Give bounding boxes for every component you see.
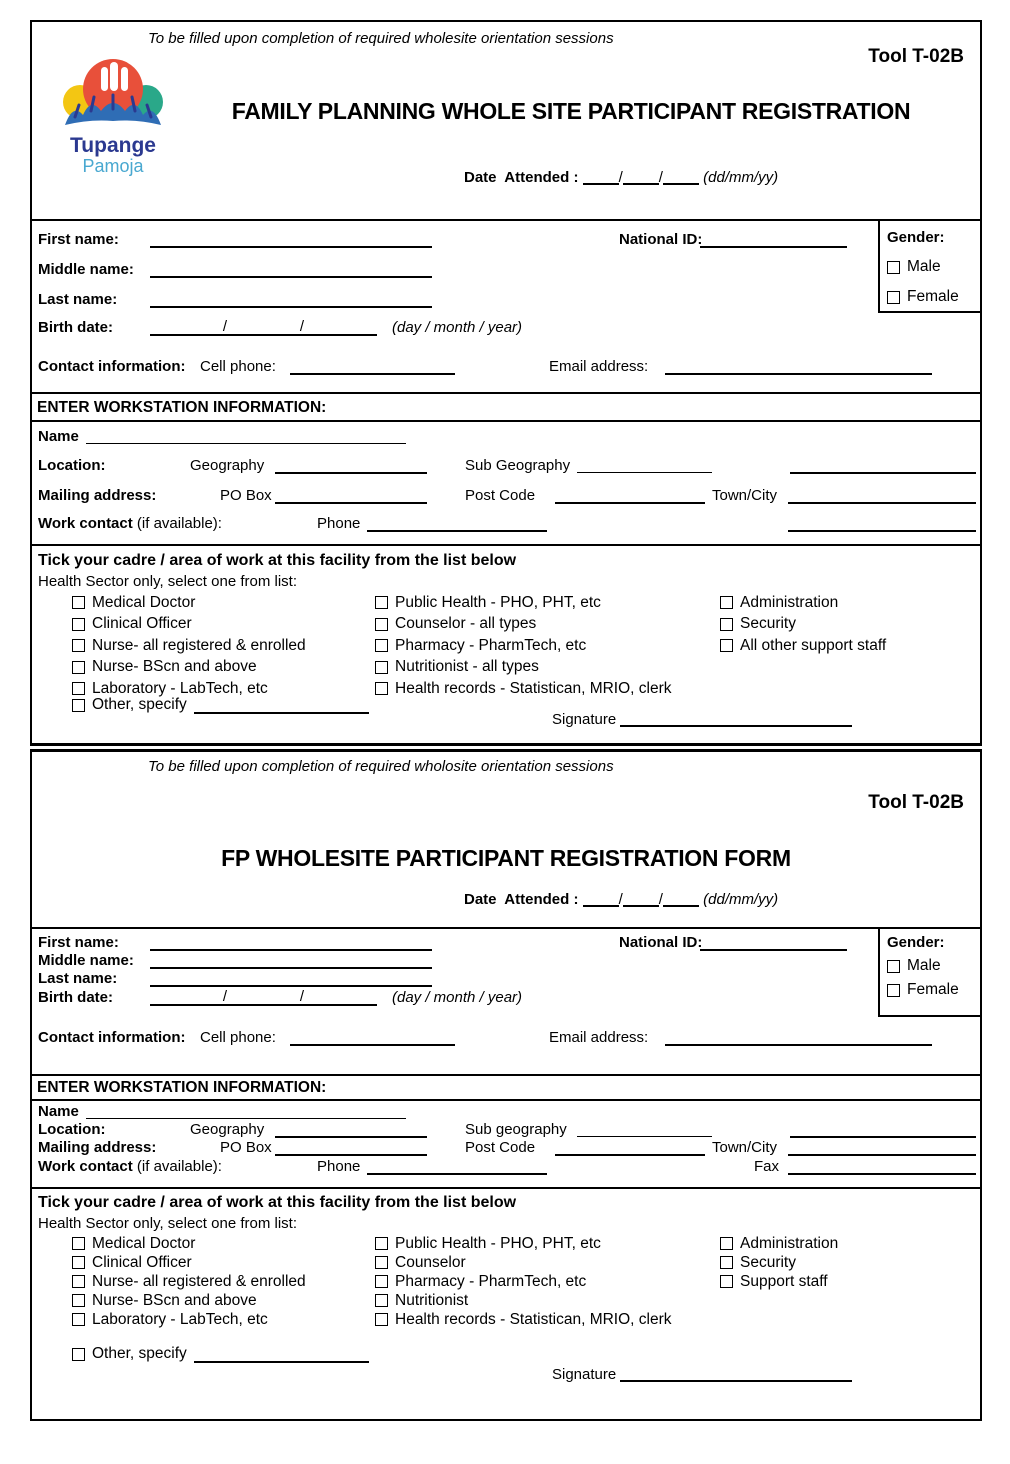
- last-name-label: Last name:: [38, 970, 118, 987]
- date-attended-label: Date Attended :: [464, 891, 579, 908]
- gender-label: Gender:: [887, 934, 945, 951]
- geography-line[interactable]: [275, 1121, 427, 1138]
- first-name-label: First name:: [38, 231, 119, 248]
- gender-female-option: [887, 981, 959, 999]
- phone-label: Phone: [317, 515, 361, 532]
- cadre-option: [375, 1310, 672, 1329]
- birth-date-label: Birth date:: [38, 319, 113, 336]
- form1-title: FAMILY PLANNING WHOLE SITE PARTICIPANT REGISTRATION: [231, 98, 911, 124]
- laboratory-checkbox[interactable]: [72, 1313, 85, 1326]
- email-label: Email address:: [549, 1029, 649, 1046]
- sub-geography-label: Sub Geography: [465, 457, 571, 474]
- public-health-checkbox[interactable]: [375, 1237, 388, 1250]
- form1-date-attended-row: [464, 168, 778, 186]
- form1-gender-box: [878, 221, 980, 313]
- ws-name-label: Name: [38, 1103, 79, 1120]
- option-label: Nurse- BScn and above: [92, 658, 257, 676]
- cadre-option: [720, 1234, 838, 1253]
- tupange-pamoja-logo: [48, 55, 178, 176]
- slash: /: [618, 169, 623, 186]
- male-label: Male: [907, 258, 941, 275]
- cadre-title: Tick your cadre / area of work at this facility from the list below: [38, 552, 517, 569]
- cadre-other-option: [72, 1345, 369, 1363]
- support-staff-checkbox[interactable]: [720, 1275, 733, 1288]
- form2-title: FP WHOLESITE PARTICIPANT REGISTRATION FORM: [221, 845, 791, 871]
- middle-name-line[interactable]: [150, 952, 432, 969]
- cadre-option: [72, 592, 306, 614]
- date-attended-label: Date Attended :: [464, 169, 579, 186]
- cadre-option: [72, 614, 306, 636]
- cadre-option: [375, 678, 672, 700]
- sub-geography-line[interactable]: [577, 457, 712, 473]
- national-id-line[interactable]: [700, 934, 847, 951]
- signature-row: [552, 710, 852, 728]
- option-label: Nurse- all registered & enrolled: [92, 1272, 306, 1290]
- cadre-option: [720, 592, 886, 614]
- gender-label: Gender:: [887, 229, 945, 246]
- option-label: Health records - Statistican, MRIO, clerk: [395, 1310, 672, 1328]
- fax-line[interactable]: [788, 1158, 976, 1175]
- ws-name-label: Name: [38, 428, 79, 445]
- cadre-option: [720, 1253, 838, 1272]
- cell-phone-line[interactable]: [290, 1029, 455, 1046]
- cadre-column-3: [720, 1234, 838, 1291]
- cell-phone-label: Cell phone:: [200, 358, 276, 375]
- nurse-registered-checkbox[interactable]: [72, 639, 85, 652]
- female-label: Female: [907, 981, 959, 998]
- counselor-checkbox[interactable]: [375, 1256, 388, 1269]
- male-label: Male: [907, 957, 941, 974]
- form2-personal-section: [32, 927, 980, 1074]
- phone-label: Phone: [317, 1158, 361, 1175]
- option-label: Support staff: [740, 1272, 828, 1290]
- cadre-column-2: [375, 592, 672, 700]
- work-contact-bold: Work contact: [38, 1158, 133, 1175]
- slash: /: [222, 318, 228, 335]
- date-day-line[interactable]: [583, 168, 619, 185]
- first-name-label: First name:: [38, 934, 119, 951]
- geography-label: Geography: [190, 457, 265, 474]
- workstation-header: ENTER WORKSTATION INFORMATION:: [32, 394, 980, 422]
- national-id-line[interactable]: [700, 231, 847, 248]
- orientation-note: To be filled upon completion of required wholosite orientation sessions: [148, 758, 614, 775]
- security-checkbox[interactable]: [720, 1256, 733, 1269]
- form2-header-section: [32, 752, 980, 927]
- cadre-column-1: [72, 592, 306, 700]
- national-id-label: National ID:: [619, 231, 703, 248]
- pharmacy-checkbox[interactable]: [375, 639, 388, 652]
- cell-phone-line[interactable]: [290, 358, 455, 375]
- cadre-option: [72, 657, 306, 679]
- form2-workstation-section: [32, 1074, 980, 1187]
- geography-line[interactable]: [275, 457, 427, 474]
- gender-female-option: [887, 288, 959, 306]
- cadre-option: [375, 592, 672, 614]
- administration-checkbox[interactable]: [720, 596, 733, 609]
- last-name-line[interactable]: [150, 970, 432, 987]
- medical-doctor-checkbox[interactable]: [72, 1237, 85, 1250]
- cadre-other-option: [72, 696, 369, 714]
- birth-format-hint: (day / month / year): [392, 989, 523, 1006]
- male-checkbox[interactable]: [887, 261, 900, 274]
- town-city-line[interactable]: [788, 1139, 976, 1156]
- geography-label: Geography: [190, 1121, 265, 1138]
- date-format-hint: (dd/mm/yy): [703, 169, 779, 186]
- mailing-label: Mailing address:: [38, 1139, 157, 1156]
- laboratory-checkbox[interactable]: [72, 682, 85, 695]
- option-label: Security: [740, 1253, 796, 1271]
- slash: /: [658, 169, 663, 186]
- cadre-option: [375, 614, 672, 636]
- cadre-option: [72, 1253, 306, 1272]
- female-checkbox[interactable]: [887, 291, 900, 304]
- signature-label: Signature: [552, 1366, 617, 1383]
- other-specify-line[interactable]: [194, 697, 369, 714]
- option-label: Public Health - PHO, PHT, etc: [395, 593, 601, 611]
- signature-line[interactable]: [620, 1365, 852, 1382]
- cadre-option: [72, 1310, 306, 1329]
- logo-circles-icon: [61, 55, 165, 133]
- form2-cadre-section: [32, 1187, 980, 1412]
- ws-name-line[interactable]: [86, 1103, 406, 1119]
- date-format-hint: (dd/mm/yy): [703, 891, 779, 908]
- middle-name-label: Middle name:: [38, 261, 134, 278]
- national-id-label: National ID:: [619, 934, 703, 951]
- if-available-label: (if available):: [136, 515, 222, 532]
- post-code-label: Post Code: [465, 1139, 536, 1156]
- contact-info-label: Contact information:: [38, 358, 186, 375]
- cadre-option: [375, 1234, 672, 1253]
- post-code-label: Post Code: [465, 487, 536, 504]
- work-contact-extra-line[interactable]: [788, 515, 976, 532]
- sub-geography-line[interactable]: [577, 1121, 712, 1137]
- date-month-line[interactable]: [623, 890, 659, 907]
- email-line[interactable]: [665, 1029, 932, 1046]
- birth-date-line[interactable]: [150, 319, 377, 336]
- option-label: Public Health - PHO, PHT, etc: [395, 1234, 601, 1252]
- option-label: Nutritionist: [395, 1291, 469, 1309]
- first-name-line[interactable]: [150, 934, 432, 951]
- po-box-label: PO Box: [220, 1139, 272, 1156]
- po-box-line[interactable]: [275, 487, 427, 504]
- phone-line[interactable]: [367, 1158, 547, 1175]
- date-year-line[interactable]: [663, 168, 699, 185]
- option-label: Counselor: [395, 1253, 466, 1271]
- medical-doctor-checkbox[interactable]: [72, 596, 85, 609]
- logo-text-tupange: Tupange: [70, 134, 156, 157]
- cadre-option: [375, 1291, 672, 1310]
- birth-date-label: Birth date:: [38, 989, 113, 1006]
- post-code-line[interactable]: [555, 1139, 705, 1156]
- female-label: Female: [907, 288, 959, 305]
- cadre-subtitle: Health Sector only, select one from list:: [38, 573, 297, 590]
- signature-line[interactable]: [620, 710, 852, 727]
- last-name-line[interactable]: [150, 291, 432, 308]
- email-label: Email address:: [549, 358, 649, 375]
- tool-number: Tool T-02B: [868, 46, 964, 67]
- form-2: [30, 749, 982, 1421]
- nutritionist-checkbox[interactable]: [375, 661, 388, 674]
- other-specify-line[interactable]: [194, 1346, 369, 1363]
- administration-checkbox[interactable]: [720, 1237, 733, 1250]
- health-records-checkbox[interactable]: [375, 1313, 388, 1326]
- security-checkbox[interactable]: [720, 618, 733, 631]
- option-label: Nutritionist - all types: [395, 658, 539, 676]
- option-label: All other support staff: [740, 636, 887, 654]
- option-label: Administration: [740, 593, 839, 611]
- cadre-column-1: [72, 1234, 306, 1329]
- cadre-option: [375, 657, 672, 679]
- sub-geography-label: Sub geography: [465, 1121, 567, 1138]
- cadre-title: Tick your cadre / area of work at this facility from the list below: [38, 1194, 517, 1211]
- location-extra-line[interactable]: [790, 457, 976, 474]
- pharmacy-checkbox[interactable]: [375, 1275, 388, 1288]
- middle-name-line[interactable]: [150, 261, 432, 278]
- female-checkbox[interactable]: [887, 984, 900, 997]
- date-month-line[interactable]: [623, 168, 659, 185]
- form1-personal-section: [32, 219, 980, 392]
- cadre-option: [375, 1272, 672, 1291]
- signature-row: [552, 1365, 852, 1383]
- other-checkbox[interactable]: [72, 1348, 85, 1361]
- cadre-option: [375, 635, 672, 657]
- logo-text-pamoja: Pamoja: [82, 156, 144, 176]
- public-health-checkbox[interactable]: [375, 596, 388, 609]
- option-label: Pharmacy - PharmTech, etc: [395, 636, 587, 654]
- slash: /: [299, 318, 305, 335]
- option-label: Nurse- BScn and above: [92, 1291, 257, 1309]
- location-label: Location:: [38, 1121, 106, 1138]
- cadre-column-2: [375, 1234, 672, 1329]
- phone-line[interactable]: [367, 515, 547, 532]
- gender-male-option: [887, 258, 941, 276]
- location-label: Location:: [38, 457, 106, 474]
- cadre-option: [72, 1291, 306, 1310]
- other-label: Other, specify: [92, 696, 187, 713]
- other-label: Other, specify: [92, 1345, 187, 1362]
- birth-date-line[interactable]: [150, 989, 377, 1006]
- cadre-column-3: [720, 592, 886, 657]
- option-label: Medical Doctor: [92, 593, 196, 611]
- email-line[interactable]: [665, 358, 932, 375]
- last-name-label: Last name:: [38, 291, 118, 308]
- health-records-checkbox[interactable]: [375, 682, 388, 695]
- cadre-option: [72, 1234, 306, 1253]
- option-label: Pharmacy - PharmTech, etc: [395, 1272, 587, 1290]
- work-contact-bold: Work contact: [38, 515, 133, 532]
- town-city-line[interactable]: [788, 487, 976, 504]
- post-code-line[interactable]: [555, 487, 705, 504]
- slash: /: [658, 891, 663, 908]
- option-label: Laboratory - LabTech, etc: [92, 679, 268, 697]
- option-label: Health records - Statistican, MRIO, clerk: [395, 679, 672, 697]
- first-name-line[interactable]: [150, 231, 432, 248]
- slash: /: [222, 988, 228, 1005]
- date-year-line[interactable]: [663, 890, 699, 907]
- gender-male-option: [887, 957, 941, 975]
- other-checkbox[interactable]: [72, 699, 85, 712]
- mailing-label: Mailing address:: [38, 487, 157, 504]
- nutritionist-checkbox[interactable]: [375, 1294, 388, 1307]
- nurse-registered-checkbox[interactable]: [72, 1275, 85, 1288]
- form2-gender-box: [878, 929, 980, 1017]
- town-city-label: Town/City: [712, 1139, 778, 1156]
- support-staff-checkbox[interactable]: [720, 639, 733, 652]
- option-label: Medical Doctor: [92, 1234, 196, 1252]
- tool-number: Tool T-02B: [868, 792, 964, 813]
- date-day-line[interactable]: [583, 890, 619, 907]
- counselor-checkbox[interactable]: [375, 618, 388, 631]
- signature-label: Signature: [552, 711, 617, 728]
- option-label: Nurse- all registered & enrolled: [92, 636, 306, 654]
- po-box-line[interactable]: [275, 1139, 427, 1156]
- slash: /: [299, 988, 305, 1005]
- logo-emblem-icon: [61, 55, 165, 133]
- form-1: [30, 20, 982, 746]
- middle-name-label: Middle name:: [38, 952, 134, 969]
- town-city-label: Town/City: [712, 487, 778, 504]
- form1-header-section: [32, 22, 980, 219]
- nurse-bscn-checkbox[interactable]: [72, 661, 85, 674]
- cadre-option: [720, 635, 886, 657]
- cadre-option: [72, 635, 306, 657]
- form1-workstation-section: [32, 392, 980, 544]
- work-contact-label: [38, 515, 222, 532]
- cadre-option: [720, 1272, 838, 1291]
- option-label: Counselor - all types: [395, 615, 537, 633]
- clinical-officer-checkbox[interactable]: [72, 618, 85, 631]
- work-contact-label: [38, 1158, 222, 1175]
- birth-format-hint: (day / month / year): [392, 319, 523, 336]
- if-available-label: (if available):: [136, 1158, 222, 1175]
- po-box-label: PO Box: [220, 487, 272, 504]
- option-label: Security: [740, 615, 796, 633]
- clinical-officer-checkbox[interactable]: [72, 1256, 85, 1269]
- location-extra-line[interactable]: [790, 1121, 976, 1138]
- cadre-option: [720, 614, 886, 636]
- form1-cadre-section: [32, 544, 980, 739]
- option-label: Administration: [740, 1234, 839, 1252]
- option-label: Clinical Officer: [92, 615, 192, 633]
- male-checkbox[interactable]: [887, 960, 900, 973]
- option-label: Clinical Officer: [92, 1253, 192, 1271]
- cadre-option: [375, 1253, 672, 1272]
- workstation-header: ENTER WORKSTATION INFORMATION:: [32, 1076, 980, 1101]
- orientation-note: To be filled upon completion of required wholesite orientation sessions: [148, 30, 614, 47]
- cadre-option: [72, 1272, 306, 1291]
- cadre-subtitle: Health Sector only, select one from list:: [38, 1215, 297, 1232]
- form2-date-attended-row: [464, 890, 778, 908]
- slash: /: [618, 891, 623, 908]
- nurse-bscn-checkbox[interactable]: [72, 1294, 85, 1307]
- ws-name-line[interactable]: [86, 428, 406, 444]
- cell-phone-label: Cell phone:: [200, 1029, 276, 1046]
- fax-label: Fax: [754, 1158, 780, 1175]
- contact-info-label: Contact information:: [38, 1029, 186, 1046]
- option-label: Laboratory - LabTech, etc: [92, 1310, 268, 1328]
